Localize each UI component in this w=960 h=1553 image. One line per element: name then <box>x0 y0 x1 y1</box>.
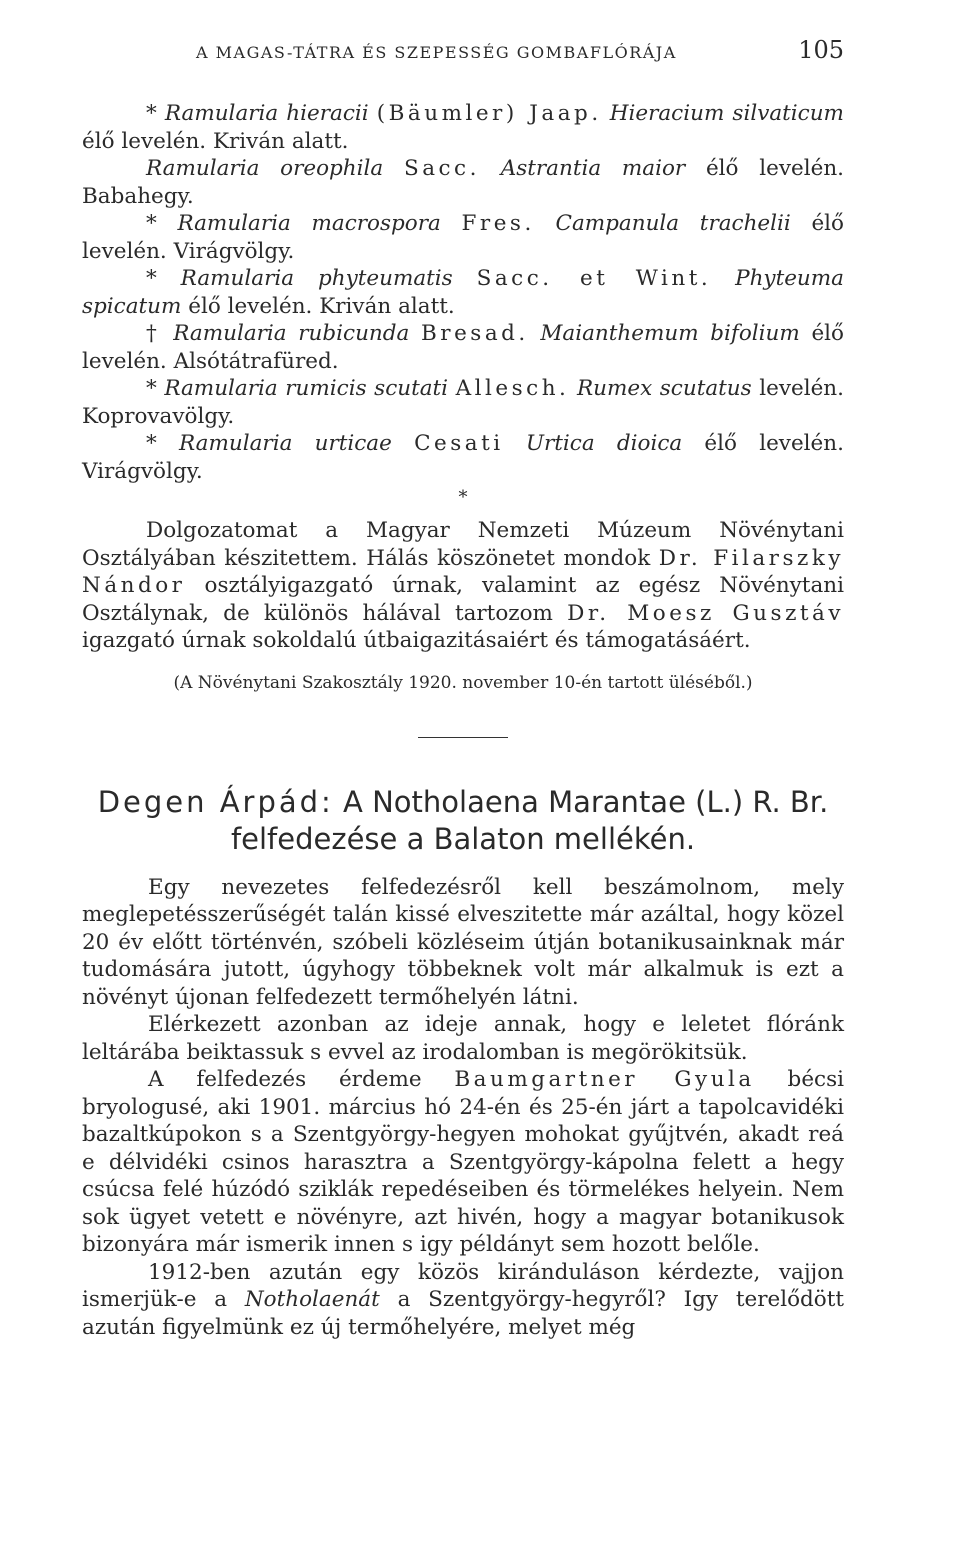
article-title <box>82 784 844 858</box>
species-name: Ramularia urticae <box>178 431 392 456</box>
species-author: Bresad. <box>421 321 529 346</box>
body-paragraph: Elérkezett azonban az ideje annak, hogy e leletet flóránk leltárába beiktassuk s evvel az irodalomban is megörökitsük. <box>82 1012 844 1065</box>
page-number: 105 <box>798 36 844 64</box>
page-header <box>82 36 844 86</box>
host-name: Astrantia maior <box>500 156 686 181</box>
running-title: A MAGAS-TÁTRA ÉS SZEPESSÉG GOMBAFLÓRÁJA <box>196 43 677 62</box>
person-name: Baumgartner Gyula <box>454 1067 755 1092</box>
article-author: Degen Árpád: <box>97 784 334 819</box>
horizontal-rule <box>418 737 508 738</box>
species-author: Allesch. <box>455 376 570 401</box>
body-paragraph: A felfedezés érdeme Baumgartner Gyula bécsi bryologusé, aki 1901. március hó 24-én és 25-én járt a tapolcavidéki bazaltkúpokon s a Szentgyörgy-hegyen mohokat gyűjtvén, akadt reá e délvidéki csinos harasztra a Szentgyörgy-kápolna felett a hegy csúcsa felé húzódó sziklák repedéseiben és törmelékes helyein. Nem sok ügyet vetett e növényre, azt hivén, hogy a magyar botanikusok bizonyára már ismerik innen s igy példányt sem hozott belőle. <box>82 1067 844 1257</box>
session-note: (A Növénytani Szakosztály 1920. november 10-én tartott üléséből.) <box>173 672 753 693</box>
species-name: Ramularia oreophila <box>146 156 384 181</box>
species-entry: Ramularia oreophila Sacc. Astrantia maior élő levelén. Babahegy. <box>82 156 844 209</box>
host-name: Maianthemum bifolium <box>540 321 800 346</box>
species-name: Ramularia macrospora <box>177 211 441 236</box>
species-name: Ramularia hieracii <box>164 101 369 126</box>
article-title-line-2: felfedezése a Balaton mellékén. <box>230 821 696 856</box>
species-author: (Bäumler) Jaap. <box>376 101 602 126</box>
person-name: Dr. Moesz Gusztáv <box>567 600 844 626</box>
host-name: Urtica dioica <box>525 431 683 456</box>
host-name: Campanula trachelii <box>555 211 791 236</box>
person-name: Dr. Filarszky Nándor <box>82 545 844 598</box>
species-name: Ramularia rumicis scutati <box>164 376 449 401</box>
document-page <box>82 36 844 1341</box>
species-entry: * Ramularia macrospora Fres. Campanula trachelii élő levelén. Virágvölgy. <box>82 211 845 264</box>
species-entry: * Ramularia rumicis scutati Allesch. Rumex scutatus levelén. Koprovavölgy. <box>82 376 844 429</box>
species-list <box>82 100 844 485</box>
article-title-line-1: A Notholaena Marantae (L.) R. Br. <box>343 784 829 819</box>
species-author: Sacc. <box>403 156 480 181</box>
species-author: Cesati <box>414 431 504 456</box>
host-name: Hieracium silvaticum <box>609 101 844 126</box>
species-name: Ramularia phyteumatis <box>180 266 453 291</box>
article-body <box>82 874 844 1342</box>
host-name: Rumex scutatus <box>576 376 752 401</box>
body-paragraph: Egy nevezetes felfedezésről kell beszámolnom, mely meglepetésszerűségét talán kissé elveszitette már azáltal, hogy közel 20 év előtt történvén, szóbeli közléseim útján botanikusainknak már tudomására jutott, úgyhogy többeknek volt már alkalmuk is ezt a növényt újonan felfedezett termőhelyén látni. <box>82 874 844 1010</box>
species-entry: * Ramularia hieracii (Bäumler) Jaap. Hieracium silvaticum élő levelén. Kriván alatt. <box>82 101 844 154</box>
species-name: Ramularia rubicunda <box>173 321 410 346</box>
section-separator: * <box>458 487 468 508</box>
acknowledgement-paragraph: Dolgozatomat a Magyar Nemzeti Múzeum Növénytani Osztályában készitettem. Hálás köszönetet mondok Dr. Filarszky Nándor osztályigazgató úrnak, valamint az egész Növénytani Osztálynak, de különös hálával tartozom Dr. Moesz Gusztáv igazgató úrnak sokoldalú útbaigazitásaiért és támogatásáért. <box>82 518 844 653</box>
species-entry: † Ramularia rubicunda Bresad. Maianthemum bifolium élő levelén. Alsótátrafüred. <box>82 321 844 374</box>
body-paragraph: 1912-ben azután egy közös kiránduláson kérdezte, vajjon ismerjük-e a Notholaenát a Szentgyörgy-hegyről? Igy terelődött azután figyelmünk ez új termőhelyére, melyet még <box>82 1259 845 1340</box>
species-entry: * Ramularia phyteumatis Sacc. et Wint. Phyteuma spicatum élő levelén. Kriván alatt. <box>82 266 844 319</box>
species-author: Sacc. et Wint. <box>476 266 712 291</box>
host-name: Phyteuma spicatum <box>82 266 844 319</box>
species-author: Fres. <box>461 211 535 236</box>
species-entry: * Ramularia urticae Cesati Urtica dioica élő levelén. Virágvölgy. <box>82 431 844 484</box>
taxon-name: Notholaenát <box>244 1287 380 1312</box>
